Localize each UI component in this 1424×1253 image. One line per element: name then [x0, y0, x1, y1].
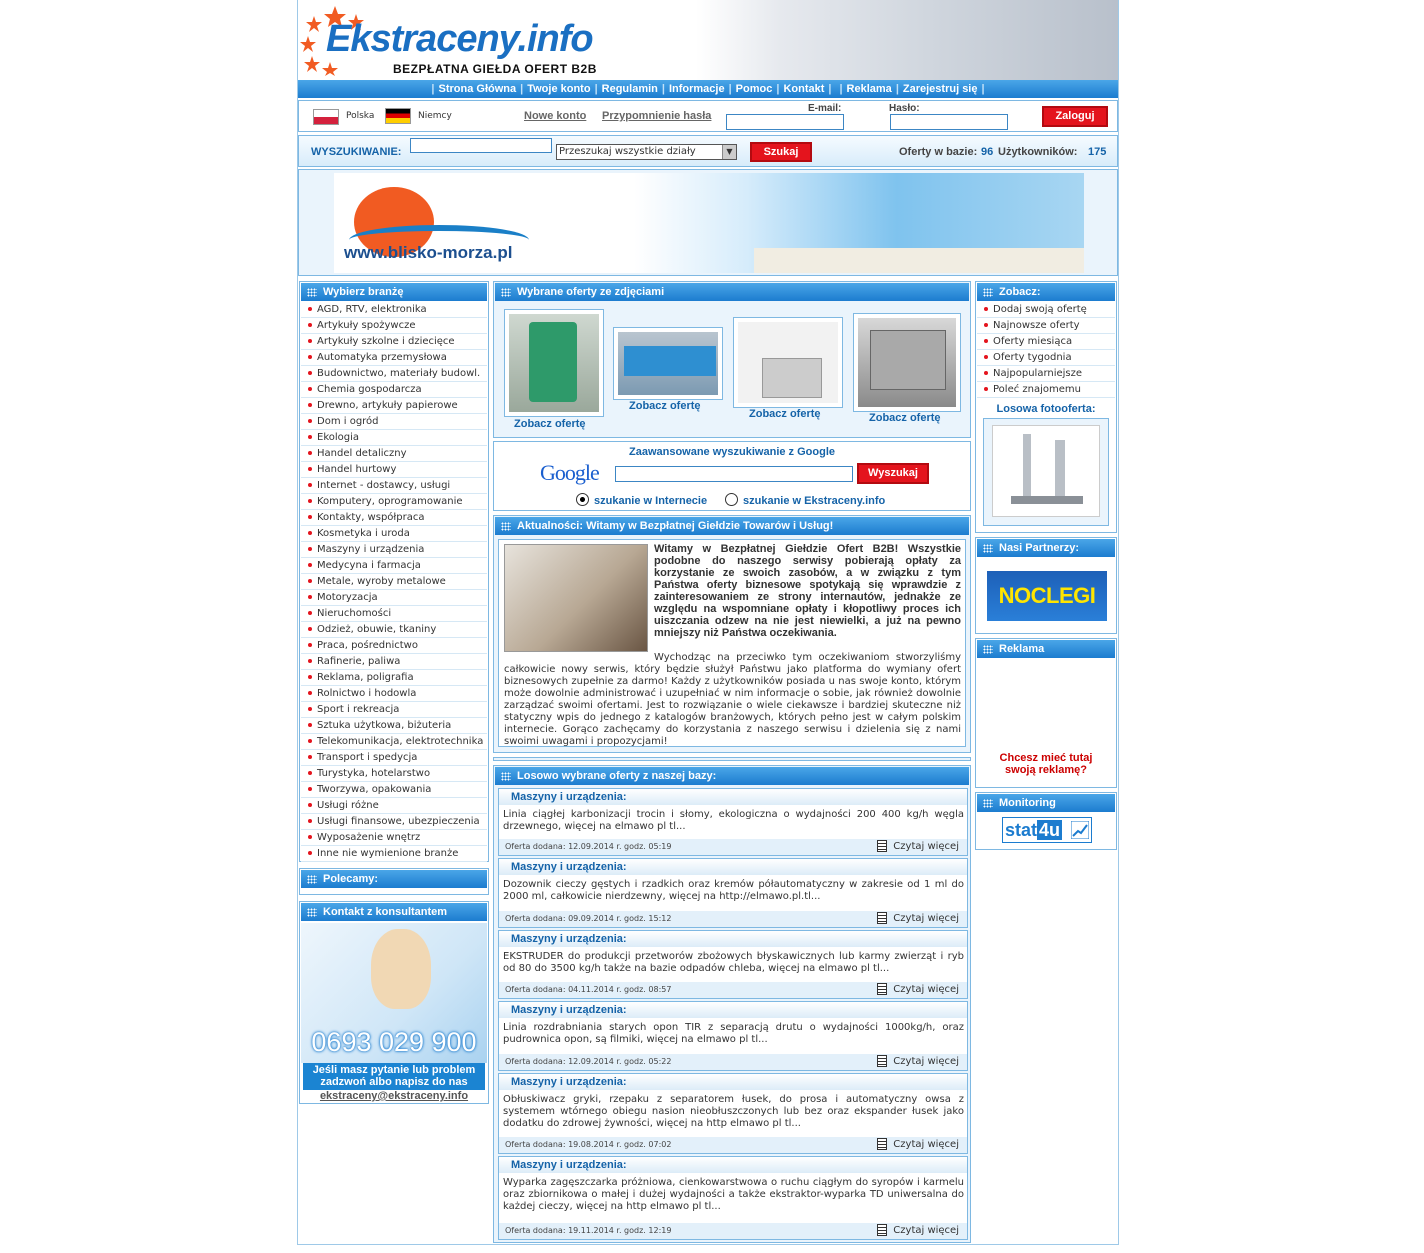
grid-icon	[307, 908, 317, 917]
offer-date: Oferta dodana: 12.09.2014 r. godz. 05:22	[499, 1054, 967, 1070]
category-item[interactable]: Komputery, oprogramowanie	[301, 494, 487, 510]
category-item[interactable]: Odzież, obuwie, tkaniny	[301, 622, 487, 638]
radio-site[interactable]	[725, 493, 738, 506]
google-logo-text: Google	[540, 460, 599, 485]
document-icon	[877, 1138, 887, 1150]
category-item[interactable]: AGD, RTV, elektronika	[301, 302, 487, 318]
machine-shape	[762, 358, 822, 398]
ads-box	[975, 638, 1117, 788]
noclegi-logo[interactable]: NOCLEGI	[987, 571, 1107, 621]
lang-germany[interactable]: Niemcy	[418, 111, 452, 121]
germany-flag-icon[interactable]	[385, 108, 411, 124]
category-item[interactable]: Reklama, poligrafia	[301, 670, 487, 686]
google-logo	[540, 460, 599, 486]
see-item[interactable]: Oferty tygodnia	[977, 350, 1115, 366]
category-item[interactable]: Artykuły szkolne i dziecięce	[301, 334, 487, 350]
photo-offer-4[interactable]	[853, 313, 961, 412]
see-item[interactable]: Dodaj swoją ofertę	[977, 302, 1115, 318]
grid-icon	[501, 772, 511, 781]
category-item[interactable]: Wyposażenie wnętrz	[301, 830, 487, 846]
read-more-label: Czytaj więcej	[893, 1225, 959, 1236]
photo-offers-box	[493, 281, 971, 438]
read-more-link[interactable]	[877, 1055, 959, 1069]
offer-photo[interactable]	[738, 322, 838, 403]
category-item[interactable]: Motoryzacja	[301, 590, 487, 606]
offer-category[interactable]: Maszyny i urządzenia:	[499, 1002, 967, 1018]
consultant-header	[301, 903, 487, 921]
machine-shape	[1011, 496, 1083, 504]
category-item[interactable]: Usługi finansowe, ubezpieczenia	[301, 814, 487, 830]
offers-count: 96	[981, 146, 994, 158]
categories-header	[301, 283, 487, 301]
nav-rules[interactable]: Regulamin	[601, 83, 658, 95]
chart-icon	[1071, 821, 1089, 839]
search-scope-value: Przeszukaj wszystkie działy	[559, 146, 696, 157]
offer-description: EKSTRUDER do produkcji przetworów zbożowych błyskawicznych lub karmy zwierząt i ryb od 80 do 3500 kg/h także na bazie odpadów chleba, więcej na elmawo pl tl...	[503, 951, 964, 974]
category-item[interactable]: Rafinerie, paliwa	[301, 654, 487, 670]
grid-icon	[307, 288, 317, 297]
radio-site-label[interactable]: szukanie w Ekstraceny.info	[743, 495, 886, 507]
consultant-email[interactable]: ekstraceny@ekstraceny.info	[319, 1090, 469, 1102]
poland-flag-icon[interactable]	[313, 109, 339, 125]
read-more-label: Czytaj więcej	[893, 841, 959, 852]
main-nav: | Strona Główna | Twoje konto | Regulamin | Informacje | Pomoc | Kontakt | | Reklama | Zarejestruj się |	[298, 80, 1118, 98]
users-count: 175	[1088, 146, 1107, 158]
category-item[interactable]: Ekologia	[301, 430, 487, 446]
see-list	[976, 302, 1116, 398]
category-item[interactable]: Praca, pośrednictwo	[301, 638, 487, 654]
machine-shape	[529, 322, 577, 402]
document-icon	[877, 912, 887, 924]
grid-icon	[983, 645, 993, 654]
recommended-title: Polecamy:	[323, 873, 379, 885]
radio-internet-label[interactable]: szukanie w Internecie	[594, 495, 708, 507]
offer-category[interactable]: Maszyny i urządzenia:	[499, 1157, 967, 1173]
offer-description: Obłuskiwacz gryki, rzepaku z separatorem łusek, do prosa i automatyczny owsa z systemem wtórnego obiegu nasion nieobłuszczonych lub bez oraz ekspander łusek jako dodatku do zdrowej żywności, więcej na http elmawo pl tl...	[503, 1094, 964, 1129]
offer-category[interactable]: Maszyny i urządzenia:	[499, 1074, 967, 1090]
photo-offer-2[interactable]	[613, 327, 723, 400]
grid-icon	[501, 522, 511, 531]
search-button[interactable]: Szukaj	[750, 142, 812, 162]
read-more-label: Czytaj więcej	[893, 984, 959, 995]
read-more-label: Czytaj więcej	[893, 1056, 959, 1067]
random-offers-box	[493, 765, 971, 1243]
read-more-label: Czytaj więcej	[893, 1139, 959, 1150]
read-more-link[interactable]	[877, 1224, 959, 1238]
consultant-text: Jeśli masz pytanie lub problem zadzwoń albo napisz do nas	[303, 1063, 485, 1090]
offer-date: Oferta dodana: 19.11.2014 r. godz. 12:19	[499, 1223, 967, 1239]
beach-sand	[754, 248, 1084, 273]
login-button[interactable]: Zaloguj	[1042, 106, 1108, 127]
category-item[interactable]: Transport i spedycja	[301, 750, 487, 766]
offer-description: Linia ciągłej karbonizacji trocin i słomy, ekologiczna o wydajności 200 400 kg/h węgla drzewnego, więcej na elmawo pl tl...	[503, 809, 964, 832]
new-account-link[interactable]: Nowe konto	[524, 110, 587, 122]
offer-description: Linia rozdrabniania starych opon TIR z separacją drutu o wydajności 1000kg/h, oraz pudrownica opon, są filmiki, więcej na elmawo pl tl...	[503, 1022, 964, 1045]
lang-poland[interactable]: Polska	[346, 111, 375, 121]
see-title: Zobacz:	[999, 286, 1041, 298]
site-logo[interactable]: Ekstraceny.info	[326, 18, 593, 60]
document-icon	[877, 1224, 887, 1236]
offer-date: Oferta dodana: 04.11.2014 r. godz. 08:57	[499, 982, 967, 998]
banner-url[interactable]: www.blisko-morza.pl	[344, 243, 513, 262]
offer-card	[498, 1001, 968, 1071]
consultant-phone[interactable]: 0693 029 900	[311, 1027, 477, 1057]
category-item[interactable]: Artykuły spożywcze	[301, 318, 487, 334]
news-box	[493, 515, 971, 753]
monitoring-box	[975, 792, 1117, 850]
see-item[interactable]: Najpopularniejsze	[977, 366, 1115, 382]
category-item[interactable]: Tworzywa, opakowania	[301, 782, 487, 798]
login-bar	[298, 100, 1118, 132]
machine-shape	[624, 346, 716, 376]
category-item[interactable]: Nieruchomości	[301, 606, 487, 622]
category-item[interactable]: Budownictwo, materiały budowl.	[301, 366, 487, 382]
category-item[interactable]: Rolnictwo i hodowla	[301, 686, 487, 702]
category-item[interactable]: Kosmetyka i uroda	[301, 526, 487, 542]
stat4u-logo-b: 4u	[1039, 820, 1061, 840]
stat4u-logo[interactable]	[1002, 817, 1092, 843]
machine-shape	[1023, 434, 1031, 504]
ads-title: Reklama	[999, 643, 1045, 655]
stat4u-logo-a: stat	[1005, 820, 1038, 840]
offer-photo[interactable]	[992, 425, 1100, 517]
header	[298, 0, 1118, 80]
photo-offers-header	[495, 283, 969, 301]
email-input[interactable]	[726, 114, 844, 130]
category-item[interactable]: Usługi różne	[301, 798, 487, 814]
random-photo-title: Losowa fotooferta:	[996, 403, 1096, 415]
photo-offer-1[interactable]	[504, 309, 604, 417]
google-search-box	[493, 441, 971, 511]
grid-icon	[983, 288, 993, 297]
category-item[interactable]: Sztuka użytkowa, biżuteria	[301, 718, 487, 734]
news-header	[495, 517, 969, 535]
divider	[493, 757, 971, 761]
chevron-down-icon[interactable]: ▼	[722, 145, 736, 159]
news-lead: Witamy w Bezpłatnej Giełdzie Ofert B2B! Wszystkie podobne do naszego serwisy pobierają opłaty za korzystanie ze swoich zasobów, a w związku z tym Państwa oferty biznesowe spotykają się wprawdzie z zainteresowaniem ze strony internautów, jednakże ze względu na wspomniane opłaty i kłopotliwy proces ich uiszczania odzew na nie jest niewielki, a już na pewno mniejszy niż Państwa oczekiwania.	[654, 543, 961, 639]
site-tagline: BEZPŁATNA GIEŁDA OFERT B2B	[393, 62, 597, 76]
random-offers-header	[495, 767, 969, 785]
read-more-label: Czytaj więcej	[893, 913, 959, 924]
offer-card	[498, 1156, 968, 1240]
offer-photo[interactable]	[618, 332, 718, 395]
google-search-button[interactable]: Wyszukaj	[857, 463, 929, 484]
see-item[interactable]: Najnowsze oferty	[977, 318, 1115, 334]
category-item[interactable]: Handel detaliczny	[301, 446, 487, 462]
nav-account[interactable]: Twoje konto	[527, 83, 591, 95]
consultant-box	[299, 901, 489, 1104]
category-item[interactable]: Sport i rekreacja	[301, 702, 487, 718]
handshake-photo	[504, 544, 648, 652]
offer-date: Oferta dodana: 09.09.2014 r. godz. 15:12	[499, 911, 967, 927]
recommended-header	[301, 870, 487, 888]
category-item[interactable]: Medycyna i farmacja	[301, 558, 487, 574]
offer-date: Oferta dodana: 19.08.2014 r. godz. 07:02	[499, 1137, 967, 1153]
offer-date: Oferta dodana: 12.09.2014 r. godz. 05:19	[499, 839, 967, 855]
categories-list	[300, 302, 488, 862]
grid-icon	[983, 544, 993, 553]
see-offer-link-1[interactable]: Zobacz ofertę	[514, 418, 586, 430]
see-box	[975, 281, 1117, 533]
categories-title: Wybierz branżę	[323, 286, 404, 298]
nav-contact[interactable]: Kontakt	[783, 83, 825, 95]
read-more-link[interactable]	[877, 983, 959, 997]
news-content	[498, 539, 966, 747]
categories-box	[299, 281, 489, 862]
category-item[interactable]: Telekomunikacja, elektrotechnika	[301, 734, 487, 750]
nav-register[interactable]: Zarejestruj się	[902, 83, 978, 95]
offers-count-label: Oferty w bazie:	[899, 146, 978, 158]
offer-description: Wyparka zagęszczarka próżniowa, cienkowarstwowa o ruchu ciągłym do syropów i karmelu oraz zbiornikowa o małej i dużej wydajności a także ekstraktor-wyparka TD uniwersalna do każdej cieczy, więcej na http elmawo pl tl...	[503, 1177, 964, 1212]
search-label: WYSZUKIWANIE:	[311, 146, 402, 158]
see-offer-link-4[interactable]: Zobacz ofertę	[869, 412, 941, 424]
search-bar	[298, 135, 1118, 167]
see-header	[977, 283, 1115, 301]
category-item[interactable]: Handel hurtowy	[301, 462, 487, 478]
category-item[interactable]: Internet - dostawcy, usługi	[301, 478, 487, 494]
see-offer-link-2[interactable]: Zobacz ofertę	[629, 400, 701, 412]
search-scope-select[interactable]	[556, 144, 737, 160]
remind-password-link[interactable]: Przypomnienie hasła	[602, 110, 712, 122]
partners-box	[975, 537, 1117, 634]
ads-header	[977, 640, 1115, 658]
document-icon	[877, 840, 887, 852]
random-photo-offer[interactable]	[983, 418, 1109, 526]
password-label: Hasło:	[889, 103, 920, 114]
category-item[interactable]: Metale, wyroby metalowe	[301, 574, 487, 590]
read-more-link[interactable]	[877, 1138, 959, 1152]
document-icon	[877, 1055, 887, 1067]
search-input[interactable]	[410, 138, 552, 153]
see-offer-link-3[interactable]: Zobacz ofertę	[749, 408, 821, 420]
nav-info[interactable]: Informacje	[668, 83, 725, 95]
machine-shape	[1055, 440, 1065, 504]
google-title: Zaawansowane wyszukiwanie z Google	[628, 446, 835, 458]
grid-icon	[983, 799, 993, 808]
offer-category[interactable]: Maszyny i urządzenia:	[499, 789, 967, 805]
category-item[interactable]: Chemia gospodarcza	[301, 382, 487, 398]
news-body: Wychodząc na przeciwko tym oczekiwaniom stworzyliśmy całkowicie nowy serwis, który będzie służył Państwu jako platforma do wymiany ofert biznesowych zupełnie za darmo! Każdy z użytkowników posiada u nas swoje konto, którym może dowolnie administrować i uzupełniać w nim informacje o sobie, jak również dowolnie zarządzać swoimi ofertami. Jest to rozwiązanie o wiele ciekawsze i bardziej skuteczne niż statyczny wpis do jednego z katalogów branżowych, których pełno jest w całym polskim internecie. Gorąco zachęcamy do korzystania z naszego serwisu i dzielenia się z nami swoimi uwagami i propozycjami!	[504, 652, 961, 747]
google-search-input[interactable]	[615, 466, 853, 482]
offer-card	[498, 930, 968, 999]
read-more-link[interactable]	[877, 840, 959, 854]
grid-icon	[501, 288, 511, 297]
random-offers-title: Losowo wybrane oferty z naszej bazy:	[517, 770, 717, 782]
consultant-photo	[301, 923, 487, 1063]
category-item[interactable]: Automatyka przemysłowa	[301, 350, 487, 366]
offer-photo[interactable]	[509, 314, 599, 412]
monitoring-header	[977, 794, 1115, 812]
banner-ad[interactable]	[298, 169, 1118, 276]
category-item[interactable]: Kontakty, współpraca	[301, 510, 487, 526]
consultant-title: Kontakt z konsultantem	[323, 906, 448, 918]
radio-internet[interactable]	[576, 493, 589, 506]
offer-category[interactable]: Maszyny i urządzenia:	[499, 931, 967, 947]
news-title: Aktualności: Witamy w Bezpłatnej Giełdzie Towarów i Usług!	[517, 520, 834, 532]
offer-card	[498, 858, 968, 928]
nav-help[interactable]: Pomoc	[735, 83, 773, 95]
recommended-box	[299, 868, 489, 895]
grid-icon	[307, 875, 317, 884]
machine-shape	[870, 330, 946, 390]
offer-card	[498, 1073, 968, 1154]
banner-image[interactable]	[334, 173, 1084, 273]
nav-home[interactable]: Strona Główna	[438, 83, 517, 95]
category-item[interactable]: Dom i ogród	[301, 414, 487, 430]
offer-category[interactable]: Maszyny i urządzenia:	[499, 859, 967, 875]
photo-offers-title: Wybrane oferty ze zdjęciami	[517, 286, 665, 298]
monitoring-title: Monitoring	[999, 797, 1056, 809]
nav-ads[interactable]: Reklama	[846, 83, 892, 95]
category-item[interactable]: Drewno, artykuły papierowe	[301, 398, 487, 414]
read-more-link[interactable]	[877, 912, 959, 926]
consultant-face	[371, 929, 431, 1009]
offer-card	[498, 788, 968, 856]
see-item[interactable]: Oferty miesiąca	[977, 334, 1115, 350]
partners-header	[977, 539, 1115, 557]
see-item[interactable]: Poleć znajomemu	[977, 382, 1115, 398]
category-item[interactable]: Inne nie wymienione branże	[301, 846, 487, 862]
header-photo	[696, 0, 1118, 80]
document-icon	[877, 983, 887, 995]
offer-description: Dozownik cieczy gęstych i rzadkich oraz kremów półautomatyczny w zakresie od 1 ml do 2000 ml, całkowicie nierdzewny, więcej na http://elmawo.pl.tl...	[503, 879, 964, 902]
category-item[interactable]: Maszyny i urządzenia	[301, 542, 487, 558]
users-count-label: Użytkowników:	[998, 146, 1078, 158]
email-label: E-mail:	[808, 103, 842, 114]
category-item[interactable]: Turystyka, hotelarstwo	[301, 766, 487, 782]
offer-photo[interactable]	[858, 318, 956, 407]
partners-title: Nasi Partnerzy:	[999, 542, 1080, 554]
ads-text[interactable]: Chcesz mieć tutaj swoją reklamę?	[999, 752, 1093, 776]
photo-offer-3[interactable]	[733, 317, 843, 408]
password-input[interactable]	[890, 114, 1008, 130]
